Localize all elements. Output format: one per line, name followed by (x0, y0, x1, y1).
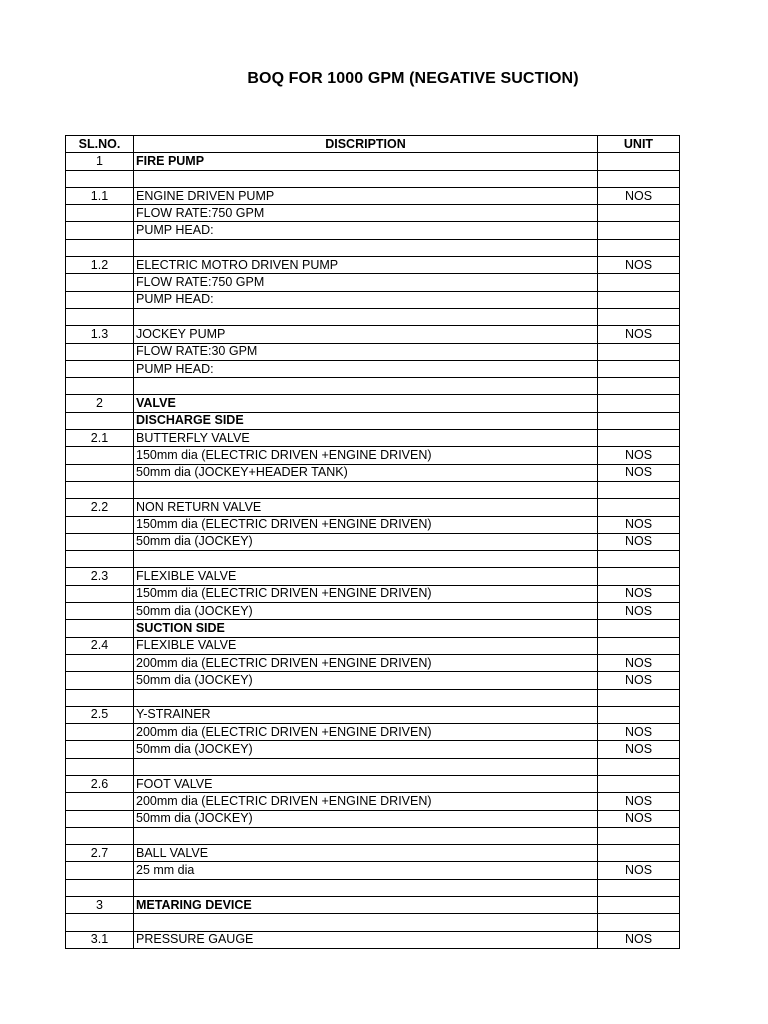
unit-cell: NOS (598, 603, 680, 620)
description-cell (134, 308, 598, 325)
description-cell: NON RETURN VALVE (134, 499, 598, 516)
unit-cell (598, 689, 680, 706)
sl-no-cell (66, 879, 134, 896)
description-cell: 150mm dia (ELECTRIC DRIVEN +ENGINE DRIVEN) (134, 585, 598, 602)
table-row (66, 274, 680, 291)
table-row (66, 430, 680, 447)
sl-no-cell (66, 516, 134, 533)
unit-cell (598, 395, 680, 412)
header-unit: UNIT (598, 136, 680, 153)
description-cell: 200mm dia (ELECTRIC DRIVEN +ENGINE DRIVEN) (134, 654, 598, 671)
sl-no-cell: 2.3 (66, 568, 134, 585)
description-cell (134, 481, 598, 498)
sl-no-cell (66, 672, 134, 689)
unit-cell (598, 291, 680, 308)
table-row (66, 637, 680, 654)
table-row (66, 239, 680, 256)
description-cell (134, 827, 598, 844)
description-cell (134, 879, 598, 896)
description-cell: 200mm dia (ELECTRIC DRIVEN +ENGINE DRIVEN) (134, 793, 598, 810)
sl-no-cell (66, 689, 134, 706)
description-cell: FOOT VALVE (134, 775, 598, 792)
unit-cell (598, 274, 680, 291)
sl-no-cell (66, 170, 134, 187)
unit-cell: NOS (598, 516, 680, 533)
header-description: DISCRIPTION (134, 136, 598, 153)
table-row (66, 827, 680, 844)
sl-no-cell: 2 (66, 395, 134, 412)
table-row (66, 724, 680, 741)
unit-cell: NOS (598, 654, 680, 671)
sl-no-cell: 1.1 (66, 187, 134, 204)
sl-no-cell (66, 481, 134, 498)
description-cell: 200mm dia (ELECTRIC DRIVEN +ENGINE DRIVEN) (134, 724, 598, 741)
table-row (66, 758, 680, 775)
sl-no-cell (66, 464, 134, 481)
sl-no-cell (66, 914, 134, 931)
description-cell: ENGINE DRIVEN PUMP (134, 187, 598, 204)
description-cell (134, 378, 598, 395)
description-cell: 150mm dia (ELECTRIC DRIVEN +ENGINE DRIVEN) (134, 516, 598, 533)
unit-cell (598, 239, 680, 256)
table-row (66, 672, 680, 689)
description-cell: ELECTRIC MOTRO DRIVEN PUMP (134, 257, 598, 274)
sl-no-cell (66, 343, 134, 360)
sl-no-cell (66, 533, 134, 550)
unit-cell: NOS (598, 741, 680, 758)
sl-no-cell: 1 (66, 153, 134, 170)
table-row (66, 845, 680, 862)
unit-cell (598, 308, 680, 325)
sl-no-cell: 2.6 (66, 775, 134, 792)
unit-cell (598, 637, 680, 654)
description-cell: 50mm dia (JOCKEY) (134, 672, 598, 689)
unit-cell: NOS (598, 793, 680, 810)
table-row (66, 775, 680, 792)
table-row (66, 395, 680, 412)
header-sl-no: SL.NO. (66, 136, 134, 153)
table-row (66, 516, 680, 533)
sl-no-cell: 1.2 (66, 257, 134, 274)
table-row (66, 291, 680, 308)
description-cell: JOCKEY PUMP (134, 326, 598, 343)
description-cell: FLOW RATE:750 GPM (134, 274, 598, 291)
description-cell (134, 689, 598, 706)
sl-no-cell: 3.1 (66, 931, 134, 948)
sl-no-cell (66, 239, 134, 256)
description-cell (134, 239, 598, 256)
description-cell: PUMP HEAD: (134, 291, 598, 308)
document-title: BOQ FOR 1000 GPM (NEGATIVE SUCTION) (247, 70, 579, 87)
sl-no-cell (66, 205, 134, 222)
unit-cell (598, 481, 680, 498)
table-row (66, 810, 680, 827)
unit-cell (598, 551, 680, 568)
table-row (66, 308, 680, 325)
sl-no-cell (66, 360, 134, 377)
unit-cell (598, 758, 680, 775)
description-cell (134, 551, 598, 568)
unit-cell: NOS (598, 810, 680, 827)
sl-no-cell (66, 654, 134, 671)
sl-no-cell (66, 551, 134, 568)
table-row (66, 568, 680, 585)
description-cell: PUMP HEAD: (134, 222, 598, 239)
description-cell (134, 758, 598, 775)
description-cell: FLEXIBLE VALVE (134, 568, 598, 585)
sl-no-cell (66, 274, 134, 291)
table-row (66, 170, 680, 187)
table-row (66, 257, 680, 274)
table-row (66, 343, 680, 360)
table-row (66, 499, 680, 516)
sl-no-cell (66, 308, 134, 325)
sl-no-cell (66, 222, 134, 239)
unit-cell (598, 827, 680, 844)
table-row (66, 187, 680, 204)
unit-cell (598, 343, 680, 360)
table-row (66, 464, 680, 481)
description-cell: FLOW RATE:30 GPM (134, 343, 598, 360)
sl-no-cell (66, 620, 134, 637)
description-cell: DISCHARGE SIDE (134, 412, 598, 429)
description-cell: VALVE (134, 395, 598, 412)
description-cell (134, 914, 598, 931)
table-row (66, 360, 680, 377)
sl-no-cell: 3 (66, 897, 134, 914)
description-cell: 50mm dia (JOCKEY) (134, 741, 598, 758)
description-cell: 50mm dia (JOCKEY) (134, 810, 598, 827)
unit-cell (598, 845, 680, 862)
unit-cell (598, 153, 680, 170)
unit-cell: NOS (598, 326, 680, 343)
table-row (66, 603, 680, 620)
unit-cell (598, 360, 680, 377)
sl-no-cell: 2.5 (66, 706, 134, 723)
description-cell: 50mm dia (JOCKEY) (134, 603, 598, 620)
table-header-row (66, 136, 680, 153)
table-row (66, 326, 680, 343)
sl-no-cell (66, 758, 134, 775)
table-row (66, 412, 680, 429)
unit-cell (598, 568, 680, 585)
table-row (66, 741, 680, 758)
unit-cell (598, 499, 680, 516)
unit-cell (598, 879, 680, 896)
unit-cell: NOS (598, 862, 680, 879)
sl-no-cell (66, 793, 134, 810)
unit-cell (598, 914, 680, 931)
sl-no-cell (66, 291, 134, 308)
unit-cell (598, 222, 680, 239)
sl-no-cell (66, 412, 134, 429)
unit-cell (598, 412, 680, 429)
description-cell: 50mm dia (JOCKEY) (134, 533, 598, 550)
table-row (66, 551, 680, 568)
unit-cell (598, 775, 680, 792)
unit-cell: NOS (598, 672, 680, 689)
description-cell: PRESSURE GAUGE (134, 931, 598, 948)
sl-no-cell: 1.3 (66, 326, 134, 343)
table-row (66, 914, 680, 931)
table-row (66, 897, 680, 914)
sl-no-cell: 2.7 (66, 845, 134, 862)
unit-cell: NOS (598, 447, 680, 464)
description-cell: FIRE PUMP (134, 153, 598, 170)
table-row (66, 879, 680, 896)
table-row (66, 153, 680, 170)
unit-cell: NOS (598, 585, 680, 602)
description-cell: FLOW RATE:750 GPM (134, 205, 598, 222)
unit-cell: NOS (598, 187, 680, 204)
sl-no-cell (66, 827, 134, 844)
sl-no-cell (66, 741, 134, 758)
sl-no-cell: 2.2 (66, 499, 134, 516)
table-row (66, 706, 680, 723)
table-row (66, 689, 680, 706)
unit-cell: NOS (598, 724, 680, 741)
unit-cell (598, 620, 680, 637)
description-cell: 150mm dia (ELECTRIC DRIVEN +ENGINE DRIVEN) (134, 447, 598, 464)
sl-no-cell (66, 447, 134, 464)
description-cell (134, 170, 598, 187)
description-cell: 50mm dia (JOCKEY+HEADER TANK) (134, 464, 598, 481)
unit-cell (598, 897, 680, 914)
boq-table (65, 135, 680, 949)
unit-cell: NOS (598, 464, 680, 481)
table-row (66, 620, 680, 637)
sl-no-cell (66, 603, 134, 620)
table-row (66, 533, 680, 550)
table-row (66, 585, 680, 602)
table-body (66, 153, 680, 949)
unit-cell (598, 430, 680, 447)
sl-no-cell (66, 724, 134, 741)
description-cell: PUMP HEAD: (134, 360, 598, 377)
description-cell: FLEXIBLE VALVE (134, 637, 598, 654)
table-row (66, 481, 680, 498)
table-row (66, 378, 680, 395)
description-cell: Y-STRAINER (134, 706, 598, 723)
table-row (66, 205, 680, 222)
description-cell: BUTTERFLY VALVE (134, 430, 598, 447)
unit-cell (598, 170, 680, 187)
unit-cell (598, 378, 680, 395)
description-cell: 25 mm dia (134, 862, 598, 879)
sl-no-cell (66, 585, 134, 602)
table-row (66, 222, 680, 239)
sl-no-cell: 2.1 (66, 430, 134, 447)
unit-cell (598, 205, 680, 222)
description-cell: BALL VALVE (134, 845, 598, 862)
unit-cell (598, 706, 680, 723)
sl-no-cell: 2.4 (66, 637, 134, 654)
description-cell: METARING DEVICE (134, 897, 598, 914)
table-row (66, 654, 680, 671)
description-cell: SUCTION SIDE (134, 620, 598, 637)
sl-no-cell (66, 862, 134, 879)
table-row (66, 931, 680, 948)
table-row (66, 862, 680, 879)
table-row (66, 447, 680, 464)
unit-cell: NOS (598, 533, 680, 550)
sl-no-cell (66, 378, 134, 395)
sl-no-cell (66, 810, 134, 827)
table-row (66, 793, 680, 810)
unit-cell: NOS (598, 257, 680, 274)
unit-cell: NOS (598, 931, 680, 948)
